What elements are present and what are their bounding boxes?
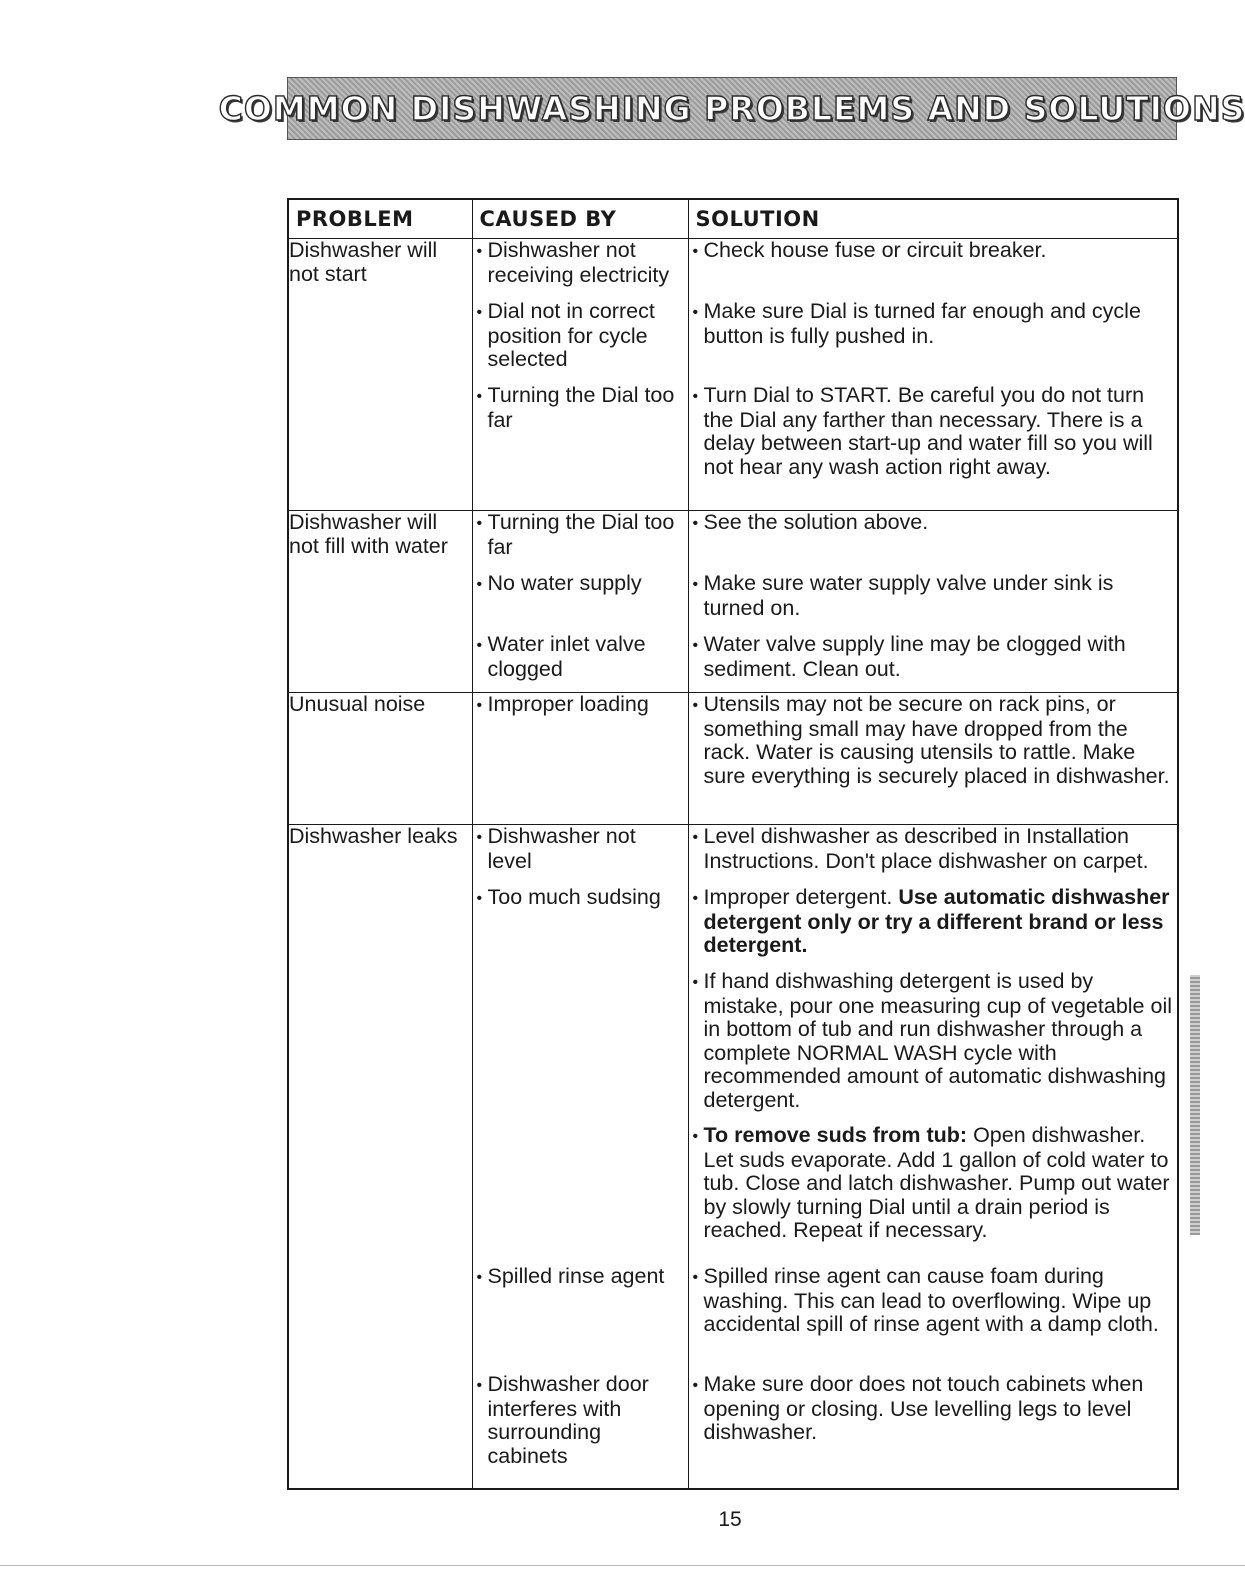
bullet-icon: •: [692, 1269, 699, 1286]
cause-item: • Dishwasher not level: [476, 824, 636, 873]
problem-cell: Dishwasher leaks: [288, 825, 472, 1489]
solution-cell: [688, 825, 1178, 1489]
bullet-icon: •: [692, 697, 699, 714]
solution-item: • Utensils may not be secure on rack pins, or something small may have dropped from the rack. Water is causing utensils to rattle. Make sure everything is securely placed in dishwasher.: [692, 692, 1170, 788]
cause-item: • Improper loading: [476, 692, 649, 716]
bullet-icon: •: [692, 1128, 699, 1145]
bullet-icon: •: [476, 1377, 483, 1394]
page-edge-tab: [1190, 975, 1200, 1235]
cause-item: • Spilled rinse agent: [476, 1264, 665, 1288]
title-banner: [218, 77, 1245, 140]
bullet-icon: •: [476, 829, 483, 846]
problems-solutions-table: [287, 198, 1179, 1490]
bullet-icon: •: [692, 304, 699, 321]
solution-item: • Turn Dial to START. Be careful you do not turn the Dial any farther than necessary. There is a delay between start-up and water fill so you will not hear any wash action right away.: [692, 383, 1153, 479]
cause-item: • Turning the Dial too far: [476, 510, 675, 559]
solution-cell: [688, 511, 1178, 693]
cause-cell: [472, 693, 688, 825]
cause-item: • Dishwasher not receiving electricity: [476, 238, 670, 287]
solution-item: • Make sure water supply valve under sink is turned on.: [692, 571, 1114, 620]
bullet-icon: •: [692, 974, 699, 991]
cause-item: • Dial not in correct position for cycle selected: [476, 299, 655, 371]
bullet-icon: •: [476, 1269, 483, 1286]
cause-item: • Dishwasher door interferes with surrounding cabinets: [476, 1372, 649, 1468]
solution-item: • Make sure door does not touch cabinets when opening or closing. Use levelling legs to level dishwasher.: [692, 1372, 1144, 1444]
problem-cell: Dishwasher will not fill with water: [288, 511, 472, 693]
page-title: COMMON DISHWASHING PROBLEMS AND SOLUTIONS: [218, 89, 1245, 128]
bullet-icon: •: [476, 697, 483, 714]
bullet-icon: •: [692, 243, 699, 260]
cause-item: • Water inlet valve clogged: [476, 632, 646, 681]
page-number: 15: [718, 1508, 742, 1531]
header-solution: SOLUTION: [688, 199, 1178, 239]
page-bottom-divider: [0, 1565, 1245, 1566]
solution-cell: [688, 239, 1178, 511]
bullet-icon: •: [476, 304, 483, 321]
solution-item: • Make sure Dial is turned far enough and cycle button is fully pushed in.: [692, 299, 1141, 348]
bullet-icon: •: [692, 515, 699, 532]
solution-item: • Check house fuse or circuit breaker.: [692, 238, 1047, 262]
header-problem: PROBLEM: [288, 199, 472, 239]
bullet-icon: •: [476, 576, 483, 593]
cause-item: • Too much sudsing: [476, 885, 661, 909]
bullet-icon: •: [692, 1377, 699, 1394]
cause-item: • No water supply: [476, 571, 642, 595]
table-header-row: [288, 199, 1178, 239]
bullet-icon: •: [692, 388, 699, 405]
bullet-icon: •: [692, 637, 699, 654]
table-row: [288, 825, 1178, 1489]
bullet-icon: •: [476, 388, 483, 405]
cause-cell: [472, 239, 688, 511]
header-caused-by: CAUSED BY: [472, 199, 688, 239]
bullet-icon: •: [692, 890, 699, 907]
problem-cell: Dishwasher will not start: [288, 239, 472, 511]
solution-item: • To remove suds from tub: Open dishwasher. Let suds evaporate. Add 1 gallon of cold water to tub. Close and latch dishwasher. Pump out water by slowly turning Dial until a drain period is reached. Repeat if necessary.: [692, 1123, 1170, 1242]
table-row: [288, 693, 1178, 825]
problem-cell: Unusual noise: [288, 693, 472, 825]
cause-cell: [472, 511, 688, 693]
solution-item: • See the solution above.: [692, 510, 929, 534]
bullet-icon: •: [476, 637, 483, 654]
bullet-icon: •: [476, 515, 483, 532]
bullet-icon: •: [692, 576, 699, 593]
solution-item: • Level dishwasher as described in Installation Instructions. Don't place dishwasher on carpet.: [692, 824, 1149, 873]
cause-item: • Turning the Dial too far: [476, 383, 675, 432]
solution-cell: [688, 693, 1178, 825]
cause-cell: [472, 825, 688, 1489]
bullet-icon: •: [692, 829, 699, 846]
bullet-icon: •: [476, 890, 483, 907]
solution-item: • Spilled rinse agent can cause foam during washing. This can lead to overflowing. Wipe up accidental spill of rinse agent with a damp cloth.: [692, 1264, 1159, 1336]
solution-item: • Improper detergent. Use automatic dishwasher detergent only or try a different brand or less detergent.: [692, 885, 1170, 957]
bullet-icon: •: [476, 243, 483, 260]
solution-item: • Water valve supply line may be clogged with sediment. Clean out.: [692, 632, 1126, 681]
solution-item: • If hand dishwashing detergent is used by mistake, pour one measuring cup of vegetable oil in bottom of tub and run dishwasher through a complete NORMAL WASH cycle with recommended amount of automatic dishwashing detergent.: [692, 969, 1172, 1112]
table-row: [288, 511, 1178, 693]
table-row: [288, 239, 1178, 511]
